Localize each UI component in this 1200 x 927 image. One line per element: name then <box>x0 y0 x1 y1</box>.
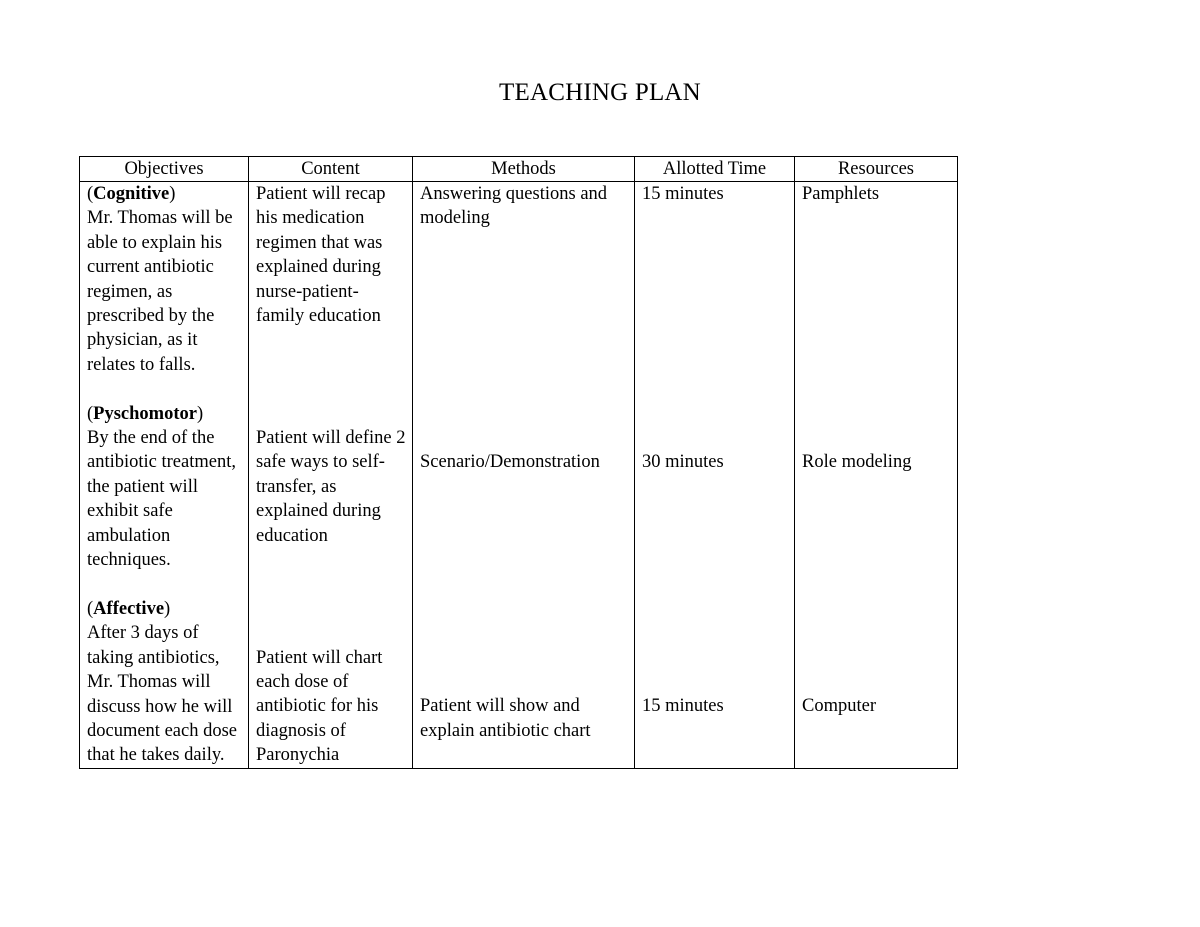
resource-cognitive: Pamphlets <box>802 184 880 204</box>
objective-text-psychomotor: By the end of the antibiotic treatment, the patient will exhibit safe ambulation techniques. <box>87 428 236 571</box>
content-text-cognitive: Patient will recap his medication regimen that was explained during nurse-patient-family education <box>256 184 386 327</box>
time-cognitive: 15 minutes <box>642 184 724 204</box>
header-resources: Resources <box>795 157 958 182</box>
content-cell <box>249 182 413 769</box>
objective-text-cognitive: Mr. Thomas will be able to explain his current antibiotic regimen, as prescribed by the physician, as it relates to falls. <box>87 208 233 375</box>
table-row <box>80 182 958 769</box>
method-text-cognitive: Answering questions and modeling <box>420 184 608 229</box>
header-allotted-time: Allotted Time <box>635 157 795 182</box>
teaching-plan-table <box>79 156 958 769</box>
resource-affective: Computer <box>802 696 876 717</box>
time-affective: 15 minutes <box>642 696 724 717</box>
header-content: Content <box>249 157 413 182</box>
content-text-psychomotor: Patient will define 2 safe ways to self-transfer, as explained during education <box>256 428 406 546</box>
method-text-affective: Patient will show and explain antibiotic chart <box>420 696 591 741</box>
header-objectives: Objectives <box>80 157 249 182</box>
content-text-affective: Patient will chart each dose of antibiotic for his diagnosis of Paronychia <box>256 647 383 766</box>
table-header-row <box>80 157 958 182</box>
objective-domain-affective: (Affective) <box>87 598 171 619</box>
resource-psychomotor: Role modeling <box>802 452 912 473</box>
objective-domain-cognitive: (Cognitive) <box>87 184 176 204</box>
allotted-time-cell <box>635 182 795 769</box>
time-psychomotor: 30 minutes <box>642 452 724 473</box>
objectives-cell <box>80 182 249 769</box>
resources-cell <box>795 182 958 769</box>
method-text-psychomotor: Scenario/Demonstration <box>420 452 600 473</box>
objective-domain-psychomotor: (Pyschomotor) <box>87 403 204 424</box>
methods-cell <box>413 182 635 769</box>
header-methods: Methods <box>413 157 635 182</box>
page-title: TEACHING PLAN <box>499 79 701 106</box>
objective-text-affective: After 3 days of taking antibiotics, Mr. Thomas will discuss how he will document each dose that he takes daily. <box>87 623 237 766</box>
